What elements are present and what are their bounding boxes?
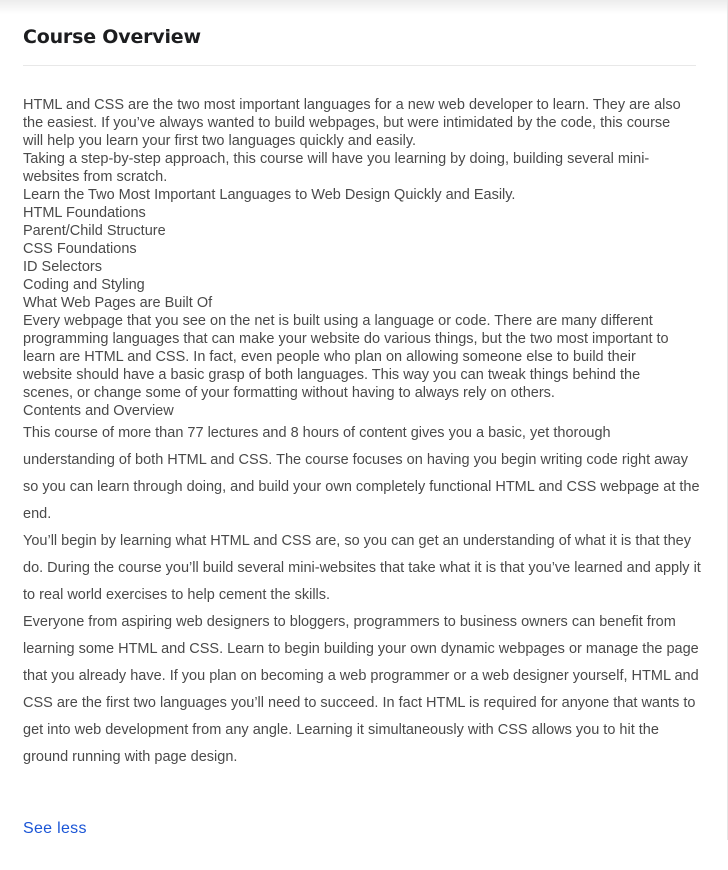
contents-paragraph: You’ll begin by learning what HTML and CSS are, so you can get an understanding of what it is that they do. During the course you’ll build several mini-websites that take what it is that you’ve learned and apply it to real world exercises to help cement the skills. xyxy=(23,533,701,603)
topic-item: What Web Pages are Built Of xyxy=(23,295,213,311)
topic-item: ID Selectors xyxy=(23,259,102,275)
description-paragraph: HTML and CSS are the two most important languages for a new web developer to learn. They are also the easiest. If you’ve always wanted to build webpages, but were intimidated by the code, this course will help you learn your first two languages quickly and easily. xyxy=(23,97,681,149)
contents-paragraph: This course of more than 77 lectures and 8 hours of content gives you a basic, yet thorough understanding of both HTML and CSS. The course focuses on having you begin writing code right away so you can learn through doing, and build your own completely functional HTML and CSS webpage at the end. xyxy=(23,425,700,522)
course-description xyxy=(23,96,701,771)
topic-item: CSS Foundations xyxy=(23,241,137,257)
contents-block xyxy=(23,420,703,771)
description-paragraph: Learn the Two Most Important Languages to Web Design Quickly and Easily. xyxy=(23,187,516,203)
see-less-link[interactable]: See less xyxy=(23,820,87,837)
section-title: Course Overview xyxy=(23,26,201,48)
course-overview-card xyxy=(23,0,701,771)
divider xyxy=(23,65,696,66)
contents-paragraph: Everyone from aspiring web designers to bloggers, programmers to business owners can benefit from learning some HTML and CSS. Learn to begin building your own dynamic webpages or manage the page that you already have. If you plan on becoming a web programmer or a web designer yourself, HTML and CSS are the first two languages you’ll need to succeed. In fact HTML is required for anyone that wants to get into web development from any angle. Learning it simultaneously with CSS allows you to hit the ground running with page design. xyxy=(23,614,699,765)
description-paragraph: Every webpage that you see on the net is built using a language or code. There are many different programming languages that can make your website do various things, but the two most important to learn are HTML and CSS. In fact, even people who plan on allowing someone else to build their website should have a basic grasp of both languages. This way you can tweak things behind the scenes, or change some of your formatting without having to always rely on others. xyxy=(23,313,669,401)
intro-block xyxy=(23,96,683,402)
topic-item: HTML Foundations xyxy=(23,205,146,221)
contents-heading: Contents and Overview xyxy=(23,403,174,419)
topic-item: Parent/Child Structure xyxy=(23,223,166,239)
topic-item: Coding and Styling xyxy=(23,277,145,293)
description-paragraph: Taking a step-by-step approach, this course will have you learning by doing, building several mini-websites from scratch. xyxy=(23,151,650,185)
